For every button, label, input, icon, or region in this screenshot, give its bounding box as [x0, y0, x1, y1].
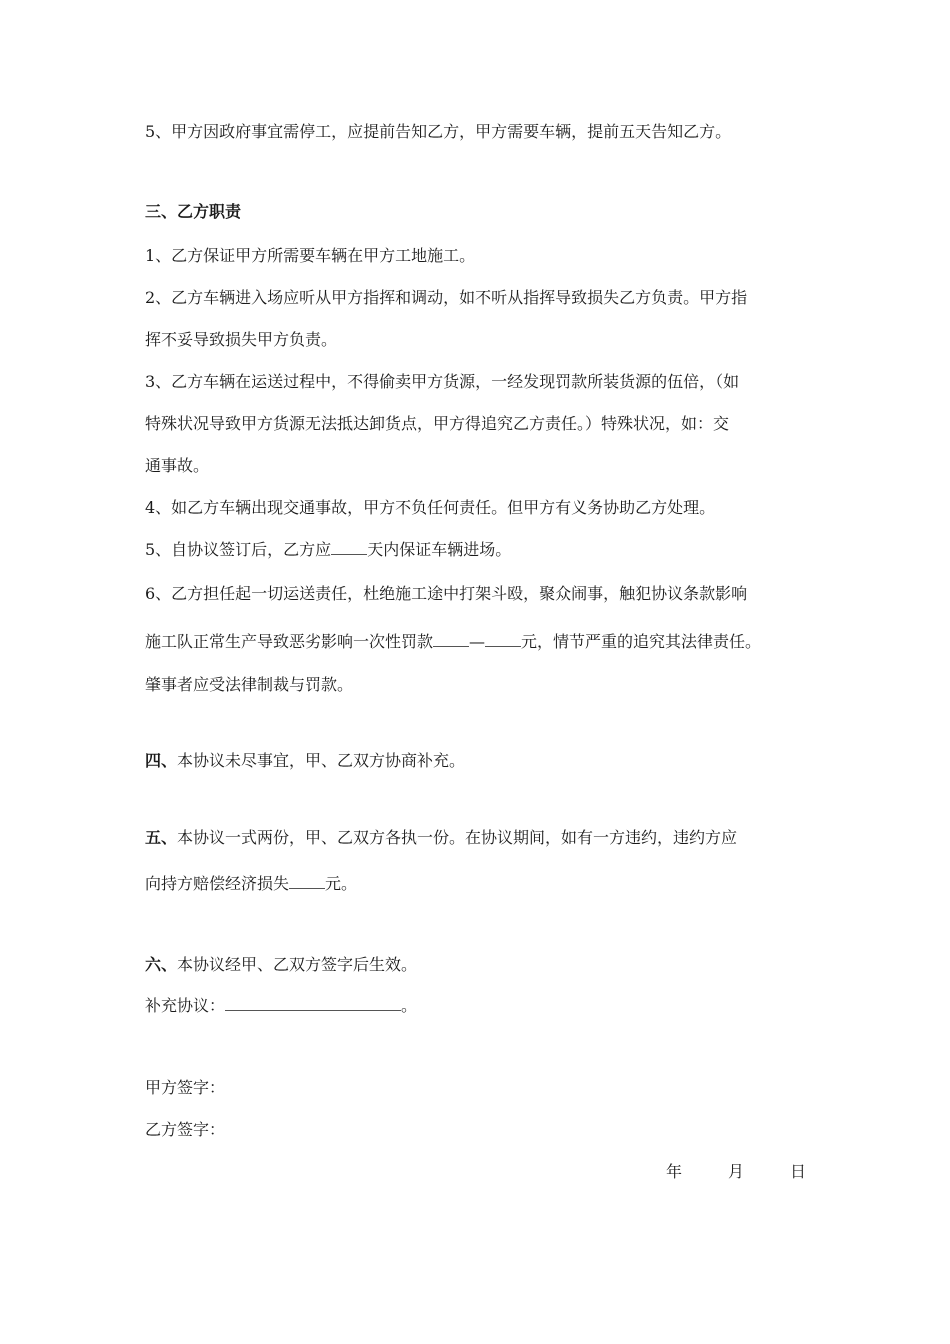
clause-6-line3: 肇事者应受法律制裁与罚款。	[145, 675, 354, 694]
section-3-heading: 三、乙方职责	[145, 202, 242, 221]
clause-2-line1: 2、乙方车辆进入场应听从甲方指挥和调动，如不听从指挥导致损失乙方负责。甲方指	[145, 288, 748, 307]
clause-6-text-c: 元，情节严重的追究其法律责任。	[521, 632, 762, 651]
section-6-number: 六、	[145, 955, 178, 974]
clause-3-line3: 通事故。	[145, 456, 210, 475]
date-month: 月	[728, 1162, 745, 1181]
party-a-signature: 甲方签字：	[145, 1078, 226, 1097]
section-6-text: 本协议经甲、乙双方签字后生效。	[177, 955, 418, 974]
clause-3-line1: 3、乙方车辆在运送过程中，不得偷卖甲方货源，一经发现罚款所装货源的伍倍，（如	[145, 372, 740, 391]
section-4	[145, 751, 465, 771]
compensation-blank[interactable]	[289, 874, 325, 889]
section-4-number: 四、	[145, 751, 178, 770]
clause-3-line2: 特殊状况导致甲方货源无法抵达卸货点，甲方得追究乙方责任。）特殊状况，如：交	[145, 414, 730, 433]
clause-5-text-b: 天内保证车辆进场。	[367, 540, 512, 559]
date-year: 年	[666, 1162, 683, 1181]
clause-6-line1: 6、乙方担任起一切运送责任，杜绝施工途中打架斗殴，聚众闹事，触犯协议条款影响	[145, 584, 748, 603]
supplement-blank[interactable]	[225, 996, 401, 1011]
section-5-number: 五、	[145, 828, 178, 847]
section-4-text: 本协议未尽事宜，甲、乙双方协商补充。	[177, 751, 466, 770]
section-5-text: 本协议一式两份，甲、乙双方各执一份。在协议期间，如有一方违约，违约方应	[177, 828, 738, 847]
supplement-line	[145, 996, 417, 1016]
supplement-period: 。	[401, 996, 418, 1015]
section-5-line2	[145, 874, 357, 894]
clause-6-line2	[145, 632, 761, 652]
clause-6-text-a: 施工队正常生产导致恶劣影响一次性罚款	[145, 632, 434, 651]
fine-min-blank[interactable]	[433, 632, 469, 647]
fine-max-blank[interactable]	[485, 632, 521, 647]
days-blank[interactable]	[331, 540, 367, 555]
party-b-signature: 乙方签字：	[145, 1120, 226, 1139]
clause-5-jia: 5、甲方因政府事宜需停工，应提前告知乙方，甲方需要车辆，提前五天告知乙方。	[145, 122, 732, 141]
clause-5-text-a: 5、自协议签订后，乙方应	[145, 540, 332, 559]
section-5-line1	[145, 828, 737, 848]
section-5-text-b: 元。	[325, 874, 358, 893]
section-5-text-a: 向持方赔偿经济损失	[145, 874, 290, 893]
clause-1: 1、乙方保证甲方所需要车辆在甲方工地施工。	[145, 246, 476, 265]
range-dash: —	[469, 632, 486, 651]
supplement-label: 补充协议：	[145, 996, 226, 1015]
date-day: 日	[790, 1162, 807, 1181]
section-6	[145, 955, 417, 975]
clause-4: 4、如乙方车辆出现交通事故，甲方不负任何责任。但甲方有义务协助乙方处理。	[145, 498, 716, 517]
clause-2-line2: 挥不妥导致损失甲方负责。	[145, 330, 338, 349]
clause-5	[145, 540, 511, 560]
